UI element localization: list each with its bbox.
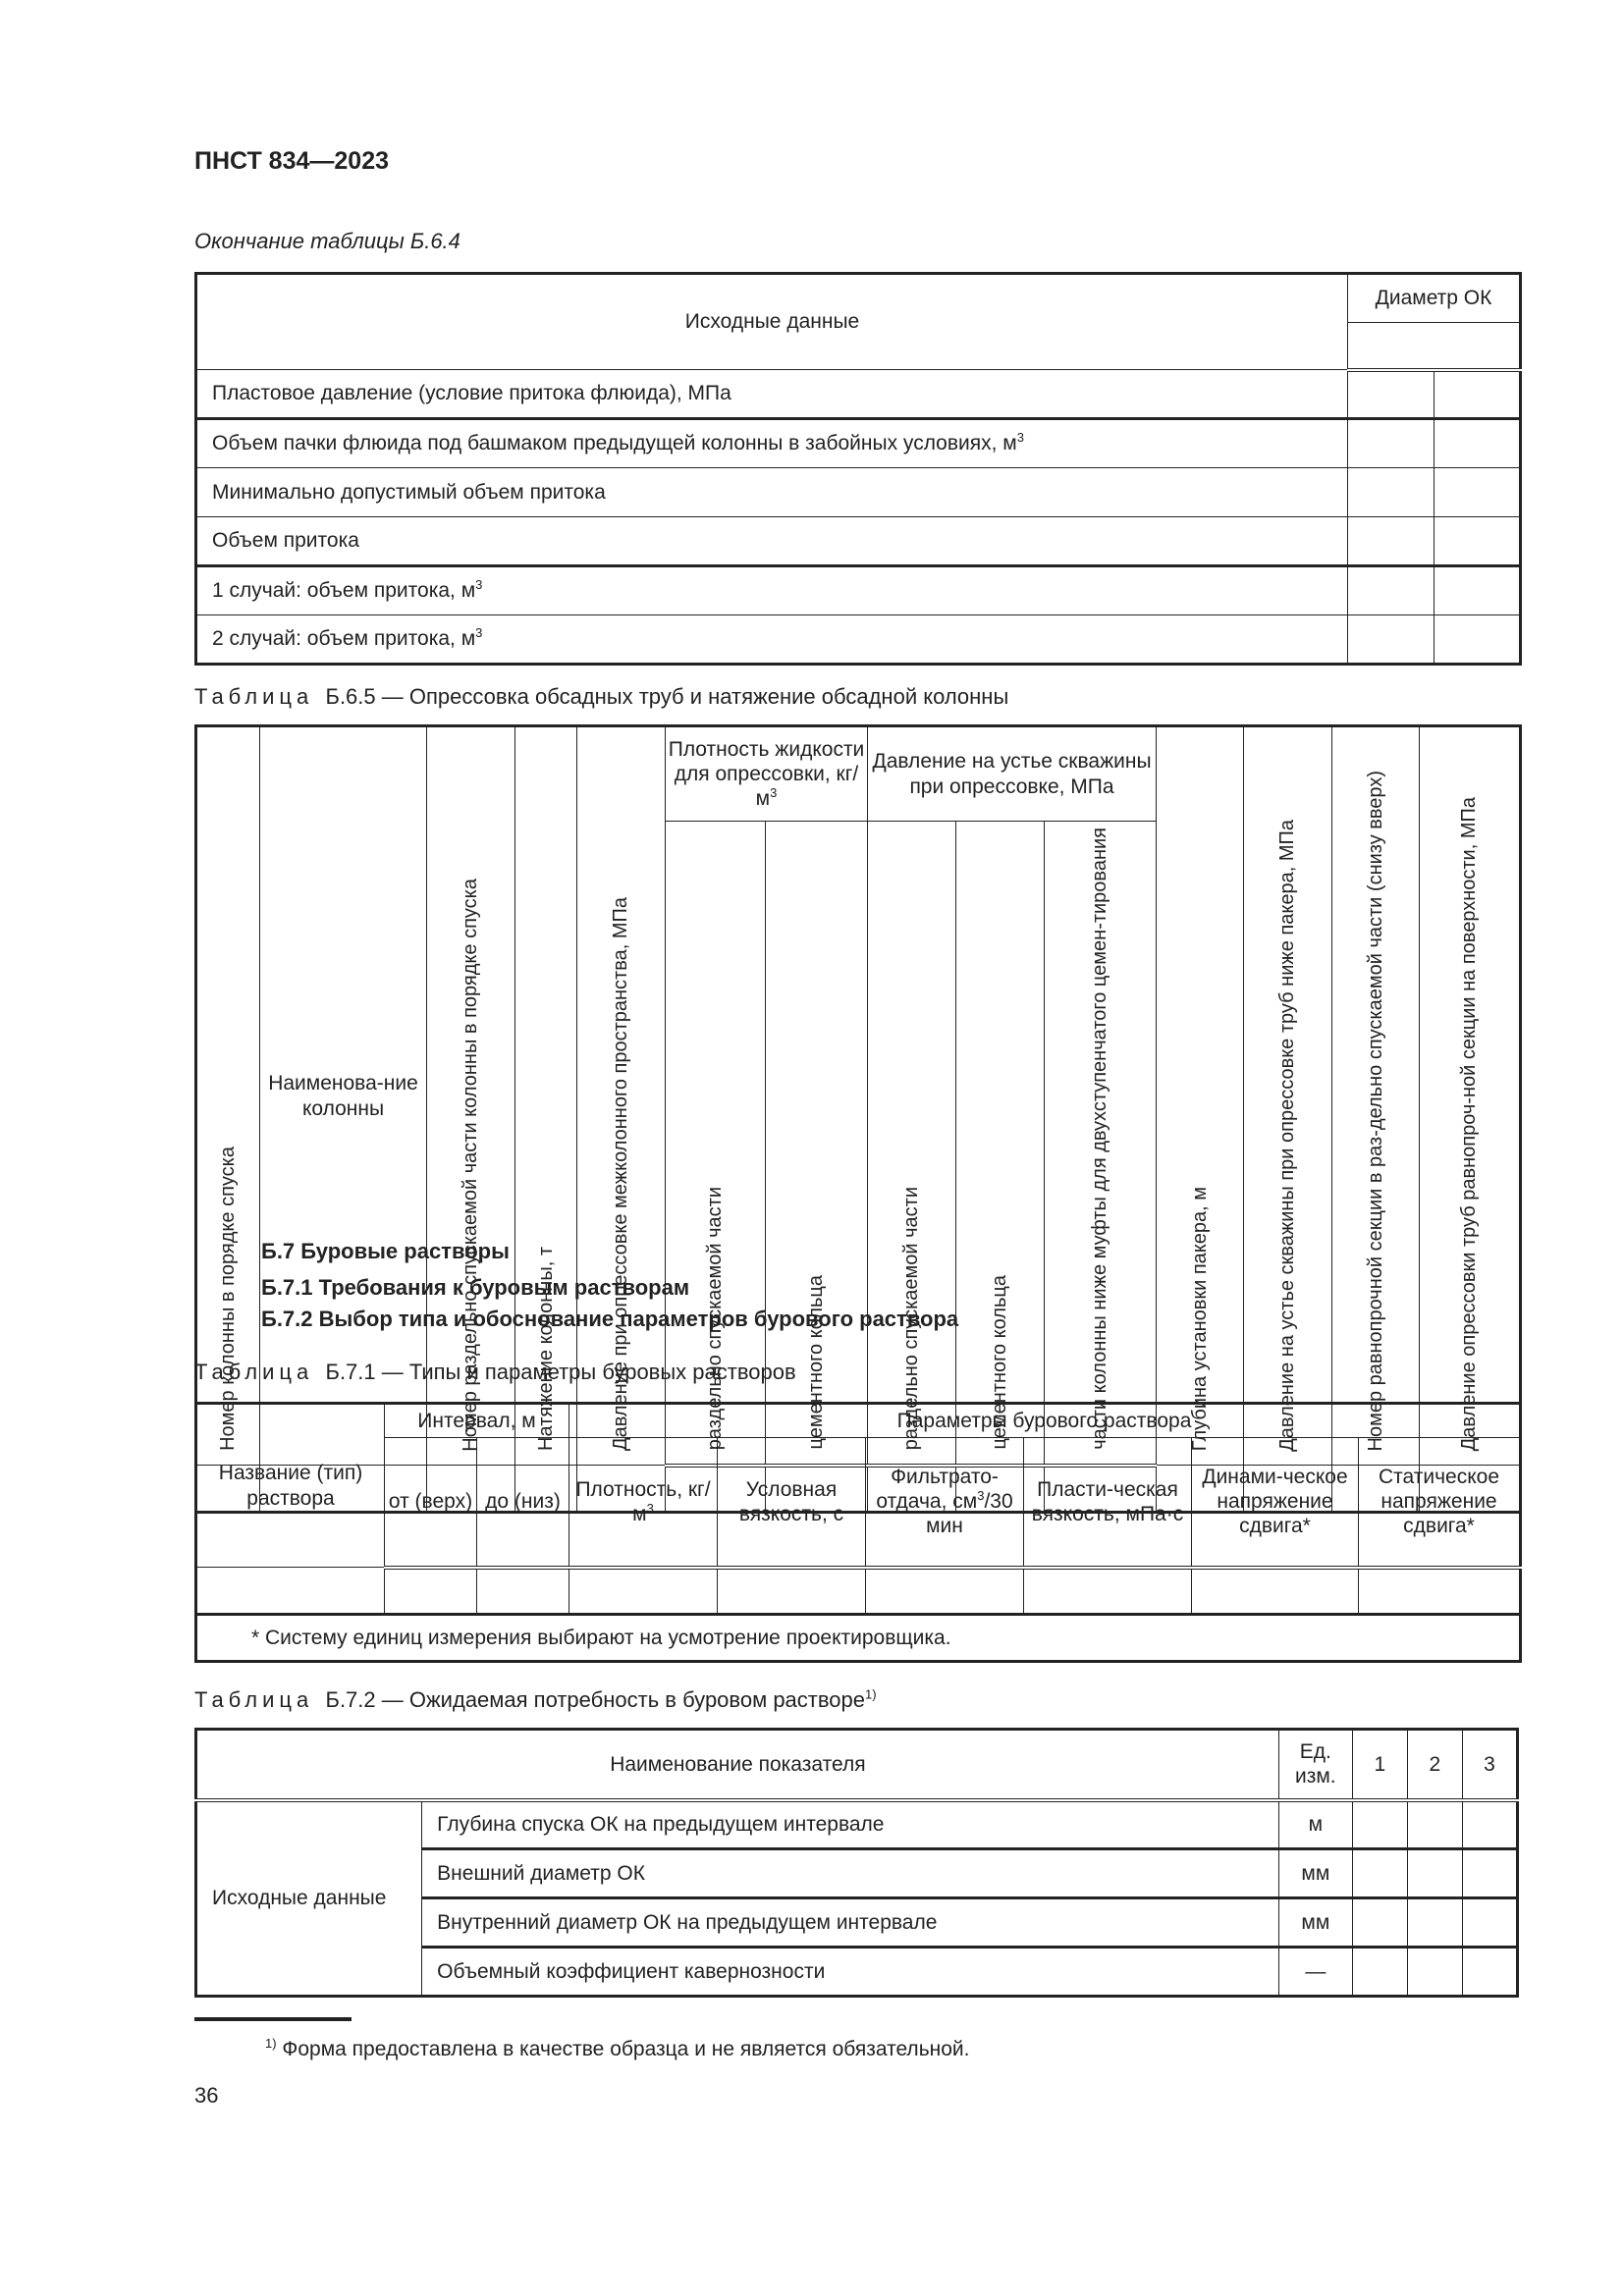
cell: [1348, 370, 1435, 419]
col-header-fluid-params: Параметры бурового раствора: [569, 1404, 1521, 1438]
table-row-label: Внутренний диаметр ОК на предыдущем интервале: [422, 1898, 1279, 1948]
unit-cell: мм: [1278, 1849, 1352, 1898]
header-source-data: Исходные данные: [196, 274, 1348, 370]
table-row-label: 1 случай: объем притока, $м^3$: [196, 566, 1348, 615]
cell: [1407, 1948, 1462, 1997]
col-header-section-number: Номер равнопрочной секции в раз-дельно спускаемой части (снизу вверх): [1332, 726, 1420, 1466]
table-row-label: Минимально допустимый объем притока: [196, 468, 1348, 517]
col-header-column-number: Номер колонны в порядке спуска: [196, 726, 260, 1466]
unit-cell: мм: [1278, 1898, 1352, 1948]
cell: [866, 1568, 1024, 1615]
col-header-wellhead-pressure: Давление на устье скважины при опрессовке, МПа: [868, 726, 1157, 822]
table-row-label: Объем пачки флюида под башмаком предыдущей колонны в забойных условиях, $м^3$: [196, 419, 1348, 468]
col-header-density-cement: цементного кольца: [766, 822, 868, 1466]
table-b71-caption: Таблица Б.7.1 — Типы и параметры буровых растворов: [194, 1360, 796, 1384]
col-header-indicator-name: Наименование показателя: [196, 1730, 1279, 1800]
header-diameter: Диаметр ОК: [1348, 274, 1521, 323]
document-code: ПНСТ 834—2023: [194, 147, 389, 175]
table-b65-caption: Таблица Б.6.5 — Опрессовка обсадных труб и натяжение обсадной колонны: [194, 684, 1009, 709]
unit-cell: м: [1278, 1800, 1352, 1849]
col-header-3: 3: [1462, 1730, 1517, 1800]
col-header-below-packer-pressure: Давление на устье скважины при опрессовке труб ниже пакера, МПа: [1244, 726, 1332, 1466]
group-label-source-data: Исходные данные: [196, 1800, 422, 1997]
cell: [1348, 468, 1435, 517]
cell: [1359, 1568, 1521, 1615]
col-header-2: 2: [1407, 1730, 1462, 1800]
col-header-viscosity: Условная вязкость, с: [718, 1438, 866, 1568]
unit-cell: —: [1278, 1948, 1352, 1997]
footnote: $^{1)}$ Форма предоставлена в качестве образца и не является обязательной.: [265, 2036, 970, 2060]
col-header-static-shear: Статическое напряжение сдвига*: [1359, 1438, 1521, 1568]
cell: [1024, 1568, 1192, 1615]
footnote-divider: [194, 2017, 352, 2021]
cell: [1462, 1849, 1517, 1898]
table-row-label: Объемный коэффициент кавернозности: [422, 1948, 1279, 1997]
col-header-plastic-viscosity: Пласти-ческая вязкость, мПа·с: [1024, 1438, 1192, 1568]
col-header-pressure-below-coupling: части колонны ниже муфты для двухступенчатого цемен-тирования: [1045, 822, 1157, 1466]
col-header-to: до (низ): [477, 1438, 569, 1568]
col-header-unit: Ед. изм.: [1278, 1730, 1352, 1800]
cell: [569, 1568, 718, 1615]
col-header-dynamic-shear: Динами-ческое напряжение сдвига*: [1192, 1438, 1359, 1568]
table-b72-caption: Таблица Б.7.2 — Ожидаемая потребность в буровом растворе$^{1)}$: [194, 1686, 877, 1712]
cell: [477, 1568, 569, 1615]
col-header-fluid-density: Плотность жидкости для опрессовки, $кг/м^3$: [666, 726, 868, 822]
col-header-density-part: раздельно спускаемой части: [666, 822, 766, 1466]
cell: [1462, 1948, 1517, 1997]
cell: [196, 1568, 385, 1615]
table-row-label: Внешний диаметр ОК: [422, 1849, 1279, 1898]
col-header-annulus-pressure: Давление при опрессовке межколонного пространства, МПа: [577, 726, 666, 1466]
cell: [1348, 517, 1435, 566]
cell: [1407, 1849, 1462, 1898]
col-header-from: от (верх): [385, 1438, 477, 1568]
col-header-density: Плотность, $кг/м^3$: [569, 1438, 718, 1568]
cell: [1462, 1800, 1517, 1849]
cell: [1435, 468, 1521, 517]
col-header-part-number: Номер раздельно спускаемой части колонны в порядке спуска: [427, 726, 515, 1466]
table-row-label: 2 случай: объем притока, $м^3$: [196, 615, 1348, 665]
cell: [1352, 1948, 1407, 1997]
page-number: 36: [194, 2083, 219, 2108]
cell: [1407, 1898, 1462, 1948]
cell: [1435, 517, 1521, 566]
col-header-column-name: Наименова-ние колонны: [260, 726, 427, 1466]
table-note: * Систему единиц измерения выбирают на усмотрение проектировщика.: [196, 1615, 1521, 1662]
cell: [1435, 370, 1521, 419]
cell: [1352, 1898, 1407, 1948]
col-header-interval: Интервал, м: [385, 1404, 569, 1438]
cell: [1348, 419, 1435, 468]
col-header-1: 1: [1352, 1730, 1407, 1800]
table-b65: [194, 724, 1522, 1514]
table-row-label: Объем притока: [196, 517, 1348, 566]
table-continuation-caption: Окончание таблицы Б.6.4: [194, 229, 460, 253]
col-header-tension: Натяжение колонны, т: [515, 726, 577, 1466]
cell: [1348, 566, 1435, 615]
col-header-packer-depth: Глубина установки пакера, м: [1157, 726, 1244, 1466]
cell: [1435, 419, 1521, 468]
header-diameter-sub: [1348, 323, 1521, 370]
cell: [718, 1568, 866, 1615]
col-header-pressure-cement: цементного кольца: [956, 822, 1045, 1466]
cell: [1352, 1800, 1407, 1849]
cell: [1462, 1898, 1517, 1948]
table-row-label: Глубина спуска ОК на предыдущем интервале: [422, 1800, 1279, 1849]
cell: [1352, 1849, 1407, 1898]
section-heading-b71: Б.7.1 Требования к буровым растворам: [261, 1275, 690, 1300]
cell: [1435, 566, 1521, 615]
table-row-label: Пластовое давление (условие притока флюида), МПа: [196, 370, 1348, 419]
section-heading-b72: Б.7.2 Выбор типа и обоснование параметров бурового раствора: [261, 1307, 959, 1331]
cell: [385, 1568, 477, 1615]
cell: [1435, 615, 1521, 665]
section-heading-b7: Б.7 Буровые растворы: [261, 1239, 510, 1263]
cell: [1348, 615, 1435, 665]
cell: [1407, 1800, 1462, 1849]
table-b71: [194, 1402, 1522, 1663]
cell: [1192, 1568, 1359, 1615]
col-header-fluid-name: Название (тип) раствора: [196, 1404, 385, 1568]
col-header-filtrate: Фильтрато-отдача, $см^3/30$ мин: [866, 1438, 1024, 1568]
col-header-pressure-part: раздельно спускаемой части: [868, 822, 956, 1466]
col-header-surface-pressure: Давление опрессовки труб равнопроч-ной секции на поверхности, МПа: [1420, 726, 1521, 1466]
table-b72: [194, 1728, 1519, 1998]
table-b64: [194, 272, 1522, 666]
